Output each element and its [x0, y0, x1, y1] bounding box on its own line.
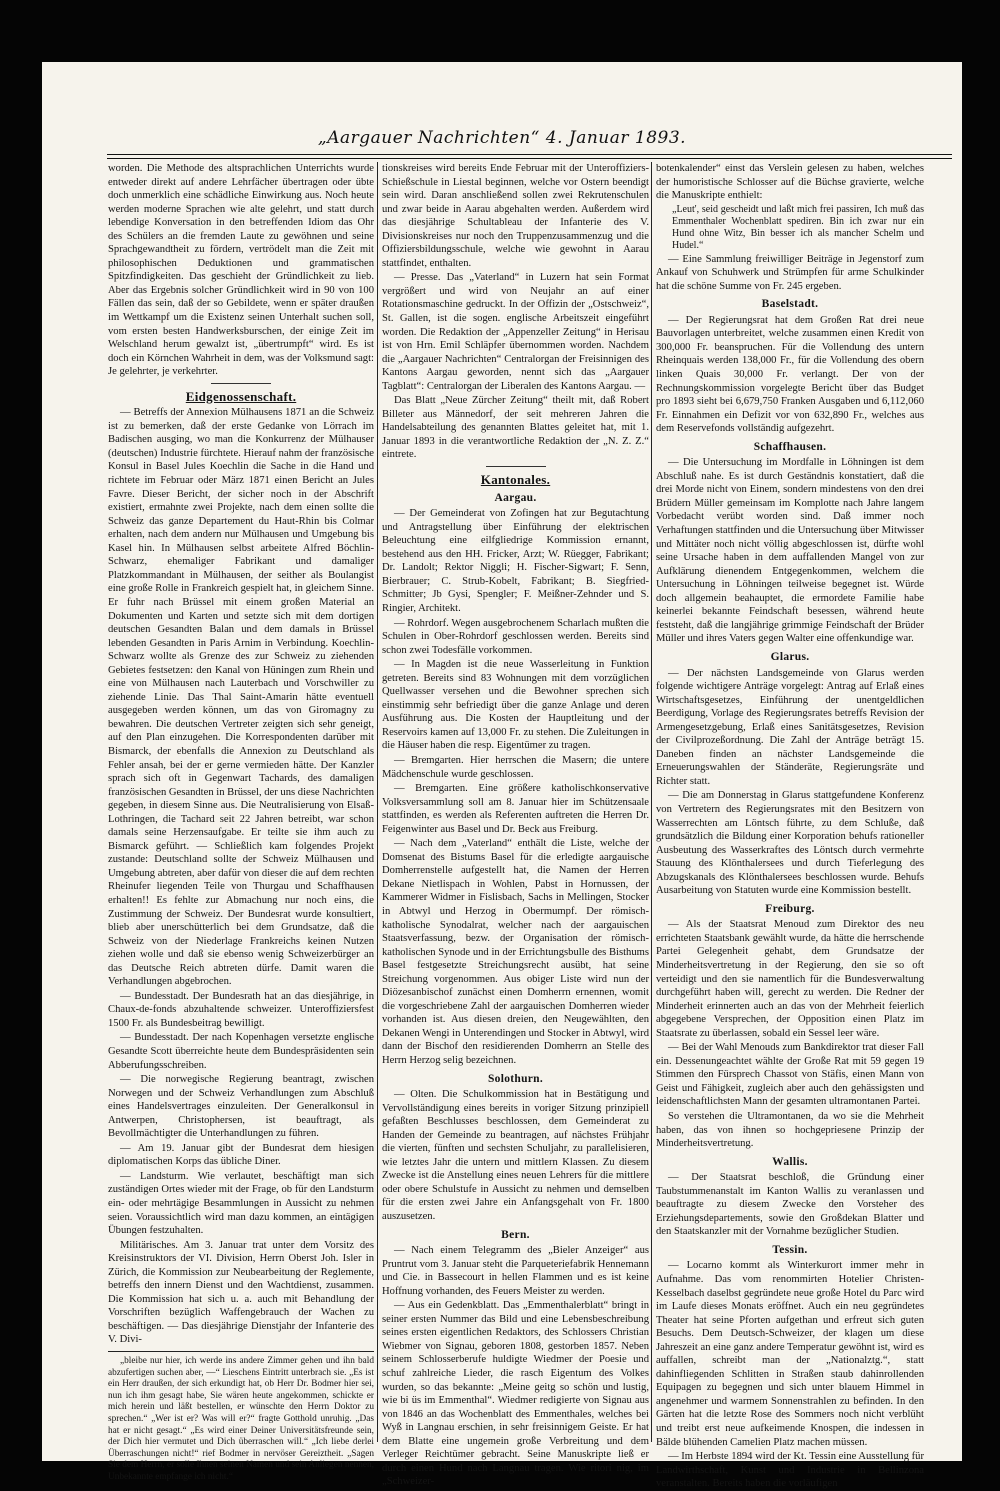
separator: [108, 1351, 374, 1352]
column-divider: [651, 162, 652, 1442]
article-paragraph: — Rohrdorf. Wegen ausgebrochenem Scharlach mußten die Schulen in Ober-Rohrdorf geschlossen werden. Bereits sind schon zwei Todesfälle vorkommen.: [382, 617, 649, 656]
column-1: [108, 162, 374, 1482]
article-paragraph: — Bremgarten. Eine größere katholischkonservative Volksversammlung soll am 8. Januar hier im Schützensaale stattfinden, es werden als Referenten auftreten die Herren Dr. Feigenwinter aus Basel und Dr. Beck aus Freiburg.: [382, 783, 649, 835]
column-3: [656, 162, 924, 1490]
separator: [486, 466, 546, 467]
subsection-heading: Glarus.: [770, 650, 810, 663]
section-heading: Eidgenossenschaft.: [185, 388, 297, 404]
subsection-heading: Wallis.: [772, 1155, 808, 1168]
article-paragraph: — Der Regierungsrat hat dem Großen Rat drei neue Bauvorlagen unterbreitet, welche zusammen einen Kredit von 300,000 Fr. beanspruchen. Für die Vollendung des untern Rheinquais werden 138,000 Fr., für die Vollendung des obern linken Quais 30,000 Fr. verlangt. Der von der Rechnungskommission vorgelegte Bericht über das Budget pro 1893 sieht bei 6,679,750 Franken Ausgaben und 6,112,060 Fr. Einnahmen ein Defizit vor von 632,890 Fr., welches aus dem Reservefonds vollständig aufgezehrt.: [656, 314, 924, 435]
section-heading: Kantonales.: [480, 472, 551, 488]
article-paragraph: — Die am Donnerstag in Glarus stattgefundene Konferenz von Vertretern des Regierungsrates mit den Besitzern von Wasserrechten am Löntsch führte, zu dem Schluße, daß grundsätzlich die Bildung einer Korporation behufs rationeller Ausbeutung des Wasserkraftes des Löntsch durch vermehrte Stauung des Klönthalersees und durch Tieferlegung des Abzugskanals des Klönthalersees beschlossen wurde. Behufs Ausarbeitung von Statuten wurde eine Kommission bestellt.: [656, 790, 924, 897]
article-paragraph: Das Blatt „Neue Zürcher Zeitung“ theilt mit, daß Robert Billeter aus Männedorf, der seit mehreren Jahren die Handelsabteilung des genannten Blattes geleitet hat, mit 1. Januar 1893 in die verantwortliche Redaktion der „N. Z. Z.“ eintrete.: [382, 395, 649, 461]
article-paragraph: — Bundesstadt. Der nach Kopenhagen versetzte englische Gesandte Scott überreichte heute dem Bundespräsidenten sein Abberufungsschreiben.: [108, 1032, 374, 1071]
article-paragraph: — Betreffs der Annexion Mülhausens 1871 an die Schweiz ist zu bemerken, daß der erste Gedanke von Lörrach im Badischen ausging, wo man die Konkurrenz der Mülhauser (deutschen) Industrie fürchtete. Hierauf nahm der französische Konsul in Basel Jules Koechlin die Sache in die Hand und richtete im Februar oder März 1871 einen Bericht an Jules Favre. Dieser Bericht, der sicher noch in der Abschrift existiert, ermahnte zwei Projekte, nach dem einen sollte die Schweiz das ganze Departement du Haut-Rhin bis Colmar erhalten, nach dem andern nur Mülhausen und Umgebung bis Kasel hin. In Mülhausen selbst arbeitete Alfred Böchlin-Schwarz, ehemaliger Fabrikant und damaliger Platzkommandant in Mülhausen, der seither als Boulangist eine große Rolle in Frankreich gespielt hat, in gleichem Sinne. Er fuhr nach Brüssel mit einem großen Material an Dokumenten und Karten und setzte sich mit dem dortigen deutschen Gesandten Balan und dem damals in Brüssel lebenden Gesandten in Paris Arnim in Verbindung. Koechlin-Schwarz wollte als Grenze des zur Schweiz zu ziehenden Gebietes festsetzen: den Kanal von Hüningen zum Rhein und eine von Mülhausen nach Lauterbach und Vorschwiller zu ziehende Linie. Das Thal Saint-Amarin hätte eventuell ausgegeben werden können, um das von Giromagny zu bewahren. Die deutschen Vertreter zeigten sich sehr geneigt, auf den Plan einzugehen. Die Korrespondenten darüber mit Bismarck, der ebenfalls die Annexion zu Deutschland als Fehler ansah, bei der er gerne vermieden hätte. Der Kanzler sprach sich oft in Gegenwart Tachards, des damaligen französischen Gesandten in Brüssel, der uns diese Nachrichten gegeben, in diesem Sinne aus. Die Neutralisierung von Elsaß-Lothringen, die Tachard seit 22 Jahren betreibt, war schon damals seine Herzensaufgabe. Er teilte sie ihm auch zu Bismarck geführt. — Schließlich kam folgendes Projekt zustande: Deutschland sollte der Schweiz Mülhausen und Umgebung abtreten, aber dafür von dieser die auf dem rechten Rheinufer liegenden Teile von Thurgau und Schaffhausen erhalten!! Es fehlte zur Abmachung nur noch eins, die Zustimmung der Schweiz. Der Bundesrat wurde konsultiert, blieb aber unerschütterlich bei dem Grundsatze, daß die Schweiz von der Niederlage Frankreichs keinen Nutzen ziehen wolle und daß sie ebenso wenig Schweizerbürger an das Deutsche Reich abtreten dürfe. Damit waren die Verhandlungen abgebrochen.: [108, 407, 374, 988]
article-paragraph: — Die norwegische Regierung beantragt, zwischen Norwegen und der Schweiz Verhandlungen zum Abschluß eines Handelsvertrages einzuleiten. Der Generalkonsul in Antwerpen, Christophersen, ist beauftragt, als Bevollmächtigter die Unterhandlungen zu führen.: [108, 1074, 374, 1140]
article-paragraph: — Bei der Wahl Menouds zum Bankdirektor trat dieser Fall ein. Dessenungeachtet wählte der Große Rat mit 59 gegen 19 Stimmen den Fürsprech Chassot von Stäfis, einen Mann von Geist und Fähigkeit, zugleich aber auch den gehässigsten und leidenschaftlichsten Mann der gesamten ultramontanen Partei.: [656, 1042, 924, 1108]
article-paragraph: botenkalender“ einst das Verslein gelesen zu haben, welches der humoristische Schlosser auf die Büchse gravierte, welche die Manuskripte enthielt:: [656, 163, 924, 202]
column-2: [382, 162, 649, 1488]
header-rule: [107, 154, 952, 155]
article-paragraph: — Der nächsten Landsgemeinde von Glarus werden folgende wichtigere Anträge vorgelegt: Antrag auf Erlaß eines Wirtschaftsgesetzes, Einführung der unentgeldlichen Beerdigung, Vorlage des Regierungsrates betreffs Revision der Armengesetzgebung, Erlaß eines Sanitätsgesetzes, Revision der Civilprozeßordnung. Die Zahl der Anträge beträgt 15. Daneben finden an nächster Landsgemeinde die Erneuerungswahlen der Ständeräte, Regierungsräte und Richter statt.: [656, 667, 924, 787]
header-rule-thin: [107, 158, 952, 159]
article-paragraph: — Presse. Das „Vaterland“ in Luzern hat sein Format vergrößert und wird von Neujahr an auf einer Rotationsmaschine gedruckt. In der Offizin der „Ostschweiz“, St. Gallen, ist die sogen. englische Arbeitszeit eingeführt worden. Die Redaktion der „Appenzeller Zeitung“ in Herisau ist von Hrn. Emil Schläpfer übernommen worden. Nachdem die „Aargauer Nachrichten“ Centralorgan der Freisinnigen des Kantons Aargau geworden, nennt sich das „Aargauer Tagblatt“: Centralorgan der Liberalen des Kantons Aargau. —: [382, 272, 649, 392]
subsection-heading: Solothurn.: [487, 1072, 544, 1085]
article-paragraph: — Als der Staatsrat Menoud zum Direktor des neu errichteten Staatsbank gewählt wurde, da hätte die herrschende Partei Gelegenheit gehabt, dem Grundsatze der Minderheitsvertretung in der Regierung, den sie so oft verteidigt und den sie namentlich für die Bundesverwaltung durchgeführt haben will, gerecht zu werden. Die Redner der Minderheit erinnerten auch an das von der Mehrheit feierlich abgegebene Versprechen, der Opposition einen Platz im Staatsrate zu überlassen, sobald ein Sessel leer wäre.: [656, 919, 924, 1039]
article-paragraph: So verstehen die Ultramontanen, da wo sie die Mehrheit haben, das von ihnen so hochgepriesene Prinzip der Minderheitsvertretung.: [656, 1111, 924, 1150]
subsection-heading: Schaffhausen.: [753, 440, 827, 453]
subsection-heading: Aargau.: [494, 491, 537, 504]
subsection-heading: Tessin.: [772, 1243, 808, 1256]
verse: „Leut', seid gescheidt und laßt mich frei passiren, Ich muß das Emmenthaler Wochenblatt spediren. Bin ich zwar nur ein Hund ohne Witz, Bin besser ich als mancher Schelm und Hudel.“: [672, 203, 924, 251]
article-paragraph: — Nach dem „Vaterland“ enthält die Liste, welche der Domsenat des Bistums Basel für die erledigte aargauische Domherrenstelle aufgestellt hat, die Namen der Herren Dekane Nietlispach in Wohlen, Pabst in Hornussen, der Kammerer Widmer in Fislisbach, Sachs in Mellingen, Stocker in Abtwyl und Herzog in Obermumpf. Der römisch-katholische Synodalrat, welcher nach der aargauischen Staatsverfassung, bezw. der Organisation der römisch-katholischen Synode und in der Errichtungsbulle des Bisthums Basel festgesetzte Streichungsrecht ausübt, hat seine Streichung vorgenommen. Aus obiger Liste wird nun der Diözesanbischof zunächst einen Domherrn ernennen, womit die vorgeschriebene Zahl der aargauischen Domherren wieder vorhanden ist. Aus diesen dreien, den Neugewählten, den Dekanen Wengi in Unterendingen und Stocker in Abtwyl, wird dann der Bischof den residierenden Domherrn an Stelle des Herrn Herzog selig bezeichnen.: [382, 838, 649, 1066]
article-paragraph: — Der Staatsrat beschloß, die Gründung einer Taubstummenanstalt im Kanton Wallis zu veranlassen und beauftragte zu diesem Zwecke den Vorsteher des Erziehungsdepartements, sowie den Großdekan Blatter und den Staatskanzler mit der Vornahme bezüglicher Studien.: [656, 1172, 924, 1238]
article-paragraph: — Locarno kommt als Winterkurort immer mehr in Aufnahme. Das vom renommirten Hotelier Christen-Kesselbach daselbst gegründete neue große Hotel du Parc wird im Laufe dieses Monats eröffnet. Auch ein neu gegründetes Theater hat seine Pforten aufgethan und erfreut sich guten Besuchs. Dem Deutsch-Schweizer, der klagen um diese Jahreszeit an eine ganz andere Temperatur gewöhnt ist, wird es auffallen, schreibt man der „Nationalztg.“, statt dahinfliegenden Schlitten in Straßen staub dahinrollenden Equipagen zu begegnen und sich unter blauem Himmel in angenehmer und warmem Sonnenstrahlen zu befinden. In den Gärten hat die letzte Rose des Sommers noch nicht verblüht und treibt erst neue aufkeimende Knospen, die indessen in Bälde blühenden Camelien Platz machen müssen.: [656, 1260, 924, 1448]
feuilleton-text: „bleibe nur hier, ich werde ins andere Zimmer gehen und ihn bald abzufertigen suchen aber, —“ Lieschens Eintritt unterbrach sie. „Es ist ein Herr draußen, der sich erkundigt hat, ob Herr Dr. Bodmer hier sei, nun ich ihm gesagt habe, Sie wären heute angekommen, schickte er mich herein und läßt bestellen, er wünschte den Herrn Doktor zu sprechen.“ „Wer ist er? Was will er?“ fragte Gotthold unruhig. „Das hat er nicht gesagt.“ „Es wird einer Deiner Universitätsfreunde sein, der Dich hier vermutet und Dich überraschen will.“ „Ich liebe derlei Überraschungen nicht!“ rief Bodmer in nervöser Gereiztheit. „Sagen Sie dem Herrn, er solle Ihnen seinen Namen und sein Anliegen nennen, Unbekannte empfange ich nicht.“: [108, 1356, 374, 1482]
separator: [211, 383, 271, 384]
article-paragraph: — Im Herbste 1894 wird der Kt. Tessin eine Ausstellung für Landwirthschaft, Kunst und Industrie in Bellinzona veranstalten. Bereits haben die vorläufigen: [656, 1451, 924, 1490]
article-paragraph: — Olten. Die Schulkommission hat in Bestätigung und Vervollständigung eines bereits in voriger Sitzung prinzipiell gefaßten Beschlusses beschlossen, dem Gemeinderat zu Handen der Gemeinde zu beantragen, auf nächstes Frühjahr die vierten, fünften und sechsten Schuljahr, zu parallelisieren, wie letztes Jahr die untern und mittlern Klassen. Zu diesem Zwecke ist die Anstellung eines neuen Lehrers für die mittlere oder obere Schulstufe in Aussicht zu nehmen und demselben für die ersten zwei Jahre ein Anfangsgehalt von Fr. 1800 auszusetzen.: [382, 1089, 649, 1223]
article-paragraph: — Die Untersuchung im Mordfalle in Löhningen ist dem Abschluß nahe. Es ist durch Geständnis konstatiert, daß die drei Morde nicht von Einem, sondern mindestens von den drei Brüdern Müller gemeinsam im Komplotte nach Jahre langem Vorbedacht verübt worden sind. Daß immer noch Verhaftungen stattfinden und die Untersuchung über Mitwisser und Mittäter noch nicht völlig abgeschlossen ist, dürfte wohl seine Ursache haben in dem auffallenden Mangel von zur Aufklärung dienendem Entgegenkommen, welchem die Untersuchung in Löhningen teilweise begegnet ist. Würde doch allgemein beahauptet, die ermordete Familie habe keinerlei bekannte Feindschaft besessen, während heute feststeht, daß die langjährige grimmige Feindschaft der Brüder Müller und ihres Vaters gegen Walter eine offenkundige war.: [656, 457, 924, 645]
article-paragraph: — Bremgarten. Hier herrschen die Masern; die untere Mädchenschule wurde geschlossen.: [382, 754, 649, 780]
article-paragraph: Militärisches. Am 3. Januar trat unter dem Vorsitz des Kreisinstruktors der VI. Division, Herrn Oberst Joh. Isler in Zürich, die Kommission zur Neubearbeitung der Reglemente, betreffs den innern Dienst und den Wachtdienst, zusammen. Die Kommission hat sich u. a. auch mit Behandlung der Vorschriften bezüglich Waffengebrauch der Wachen zu beschäftigen. — Das diesjährige Dienstjahr der Infanterie des V. Divi-: [108, 1239, 374, 1346]
subsection-heading: Baselstadt.: [761, 298, 819, 311]
article-paragraph: — In Magden ist die neue Wasserleitung in Funktion getreten. Bereits sind 83 Wohnungen mit dem vorzüglichen Quellwasser versehen und die Bewohner sprechen sich einstimmig sehr befriedigt über die ganze Anlage und deren Ausführung aus. Die Kosten der Hauptleitung und der Reservoirs kamen auf 13,000 Fr. zu stehen. Die Zuleitungen in die Häuser haben die resp. Eigentümer zu tragen.: [382, 659, 649, 752]
article-paragraph: — Am 19. Januar gibt der Bundesrat dem hiesigen diplomatischen Korps das übliche Diner.: [108, 1142, 374, 1168]
article-paragraph: — Landsturm. Wie verlautet, beschäftigt man sich zuständigen Ortes wieder mit der Frage, ob für den Landsturm ein- oder mehrtägige Besammlungen in Aussicht zu nehmen seien. Voraussichtlich wird man dazu kommen, an eintägigen Übungen festzuhalten.: [108, 1170, 374, 1237]
article-paragraph: — Aus ein Gedenkblatt. Das „Emmenthalerblatt“ bringt in seiner ersten Nummer das Bild und eine Lebensbeschreibung seines ersten eigentlichen Redaktors, des Schlossers Christian Wiebmer von Signau, geboren 1808, gestorben 1857. Neben seinem Schlosserberufe huldigte Wiedmer der Poesie und schuf zahlreiche Lieder, die rasch Eigentum des Volkes wurden, so das bekannte: „Meine geitg so schön und lustig, wie bi üs im Emmenthal“. Wiedmer redigierte von Signau aus von 1846 an das Wochenblatt des Emmenthales, welches bei Wyß in Langnau erschien, in sehr freisinnigem Geiste. Er hat dem Blatte eine ungemein große Verbreitung und dem Verleger Reichtümer gebracht. Seine Manuskripte ließ er durch einen Hund nach Langnau tragen. Wie ritori nig, im „Schweizer-: [382, 1300, 649, 1488]
column-divider: [377, 162, 378, 1442]
article-paragraph: tionskreises wird bereits Ende Februar mit der Unteroffiziers-Schießschule in Liestal beginnen, welche vor Ostern beendigt sein wird. Daran anschließend sollen zwei Rekrutenschulen und zwar beide in Aarau abgehalten werden. Außerdem wird das diesjährige Schultableau der Infanterie des V. Divisionskreises nur noch den Truppenzusammenzug und die Offiziersbildungsschule, welche wie gewohnt in Aarau stattfindet, enthalten.: [382, 163, 649, 269]
page-header: „Aargauer Nachrichten“ 4. Januar 1893.: [317, 128, 687, 148]
article-paragraph: — Nach einem Telegramm des „Bieler Anzeiger“ aus Pruntrut vom 3. Januar steht die Parqueteriefabrik Hennemann und Cie. in Bassecourt in hellen Flammen und es ist keine Hoffnung vorhanden, des Feuers Meister zu werden.: [382, 1245, 649, 1297]
subsection-heading: Bern.: [501, 1228, 530, 1241]
article-paragraph: — Bundesstadt. Der Bundesrath hat an das diesjährige, in Chaux-de-fonds abzuhaltende schweizer. Unteroffiziersfest 1500 Fr. als Bundesbeitrag bewilligt.: [108, 990, 374, 1029]
article-paragraph: worden. Die Methode des altsprachlichen Unterrichts wurde entweder direkt auf andere Lehrfächer übertragen oder übte doch unmerklich eine schädliche Einwirkung aus. Noch heute werden moderne Sprachen wie alte gelehrt, und statt durch lebendige Konversation in den betreffenden Idiom das Ohr des Schülers an die fremden Laute zu gewöhnen und seine Sprachgewandtheit zu fördern, vertrödelt man die Zeit mit philosophischen Deduktionen und grammatischen Spitzfindigkeiten. Das geschieht der Gründlichkeit zu lieb. Aber das Ergebnis solcher Gründlichkeit wird in 90 von 100 Fällen das sein, daß der so Gebildete, wenn er später draußen im Wettkampf um die Existenz seinen Unterhalt suchen soll, vom ersten besten Handwerksburschen, der einige Zeit im Welschland herum gewalzt ist, „übertrumpft“ wird. Es ist doch ein Körnchen Wahrheit in dem, was der Volksmund sagt: Je gelehrter, je verkehrter.: [108, 163, 374, 378]
article-paragraph: — Der Gemeinderat von Zofingen hat zur Begutachtung und Antragstellung über Einführung der elektrischen Beleuchtung eine eilfgliedrige Kommission ernannt, bestehend aus den HH. Fricker, Arzt; W. Rüegger, Fabrikant; Dr. Landolt; Rektor Niggli; H. Fischer-Sigwart; F. Senn, Bierbrauer; C. Strub-Kobelt, Fabrikant; B. Siegfried-Schmitter; Jb Gysi, Spengler; F. Meißner-Zehnder und S. Ringier, Architekt.: [382, 508, 649, 614]
article-paragraph: — Eine Sammlung freiwilliger Beiträge in Jegenstorf zum Ankauf von Schuhwerk und Strümpfen für arme Schulkinder hat die schöne Summe von Fr. 245 ergeben.: [656, 253, 924, 292]
subsection-heading: Freiburg.: [765, 902, 815, 915]
newspaper-page: [42, 62, 962, 1490]
